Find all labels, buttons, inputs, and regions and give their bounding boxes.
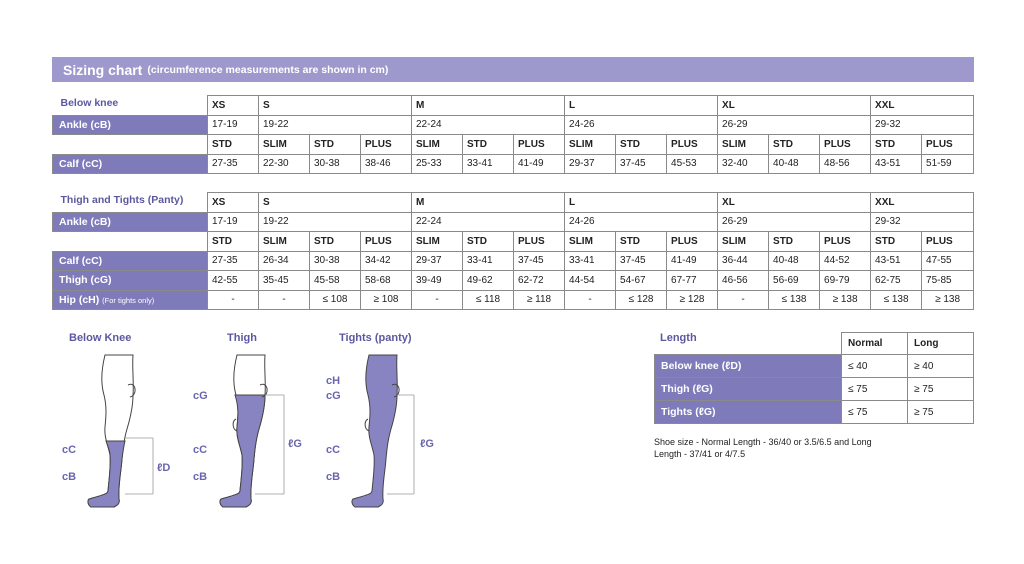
length-row-label: Below knee (ℓD) xyxy=(655,355,842,378)
ankle-cell: 29-32 xyxy=(871,212,974,232)
value-cell: 30-38 xyxy=(310,154,361,174)
size-header: M xyxy=(412,96,565,116)
value-cell: PLUS xyxy=(922,135,974,155)
size-header: XS xyxy=(208,96,259,116)
value-cell: 29-37 xyxy=(565,154,616,174)
size-header: L xyxy=(565,96,718,116)
value-cell: 67-77 xyxy=(667,271,718,291)
tights-fill xyxy=(352,355,397,507)
value-cell: 45-58 xyxy=(310,271,361,291)
value-cell: - xyxy=(208,290,259,310)
value-cell: - xyxy=(718,290,769,310)
value-cell: PLUS xyxy=(514,135,565,155)
ankle-cell: 19-22 xyxy=(259,212,412,232)
ankle-cell: 22-24 xyxy=(412,115,565,135)
ankle-cell: 19-22 xyxy=(259,115,412,135)
value-cell: SLIM xyxy=(565,232,616,252)
label-cH: cH xyxy=(326,375,341,387)
value-cell: 35-45 xyxy=(259,271,310,291)
hip-label-text: Hip (cH) xyxy=(59,293,100,306)
size-header: XL xyxy=(718,96,871,116)
label-cC: cC xyxy=(326,444,341,456)
value-cell: 33-41 xyxy=(565,251,616,271)
stocking-fill xyxy=(220,395,265,507)
value-cell: STD xyxy=(310,232,361,252)
value-cell: SLIM xyxy=(718,232,769,252)
value-cell: 54-67 xyxy=(616,271,667,291)
value-cell: ≥ 118 xyxy=(514,290,565,310)
value-cell: ≥ 138 xyxy=(820,290,871,310)
value-cell: PLUS xyxy=(820,232,871,252)
label-lD: ℓD xyxy=(157,462,171,474)
value-cell: 27-35 xyxy=(208,251,259,271)
ankle-cell: 29-32 xyxy=(871,115,974,135)
value-cell: 39-49 xyxy=(412,271,463,291)
value-cell: ≤ 118 xyxy=(463,290,514,310)
value-cell: 47-55 xyxy=(922,251,974,271)
ankle-cell: 17-19 xyxy=(208,212,259,232)
length-title: Length xyxy=(660,332,697,344)
size-header: XL xyxy=(718,193,871,213)
length-row-label: Tights (ℓG) xyxy=(655,401,842,424)
label-cG: cG xyxy=(193,390,208,402)
value-cell: 43-51 xyxy=(871,154,922,174)
value-cell: STD xyxy=(769,232,820,252)
value-cell: SLIM xyxy=(412,232,463,252)
ankle-cell: 24-26 xyxy=(565,115,718,135)
value-cell: 43-51 xyxy=(871,251,922,271)
value-cell: 29-37 xyxy=(412,251,463,271)
label-cB: cB xyxy=(326,471,341,483)
label-cB: cB xyxy=(193,471,208,483)
hip-note: (For tights only) xyxy=(102,295,155,305)
length-col-normal: Normal xyxy=(842,333,908,355)
value-cell: ≤ 138 xyxy=(871,290,922,310)
value-cell: 37-45 xyxy=(514,251,565,271)
below-knee-leg-figure xyxy=(88,355,135,507)
value-cell: ≤ 108 xyxy=(310,290,361,310)
ankle-cell: 17-19 xyxy=(208,115,259,135)
value-cell: 49-62 xyxy=(463,271,514,291)
length-long-cell: ≥ 75 xyxy=(908,401,974,424)
ankle-label: Ankle (cB) xyxy=(53,115,208,135)
value-cell: 38-46 xyxy=(361,154,412,174)
chart-subtitle: (circumference measurements are shown in cm) xyxy=(147,63,389,76)
value-cell: 30-38 xyxy=(310,251,361,271)
value-cell: 37-45 xyxy=(616,154,667,174)
size-header: XXL xyxy=(871,96,974,116)
calf-label: Calf (cC) xyxy=(53,154,208,174)
value-cell: 69-79 xyxy=(820,271,871,291)
value-cell: ≥ 138 xyxy=(922,290,974,310)
value-cell: STD xyxy=(871,232,922,252)
value-cell: PLUS xyxy=(820,135,871,155)
length-normal-cell: ≤ 40 xyxy=(842,355,908,378)
figure-title-tights: Tights (panty) xyxy=(339,332,412,344)
length-normal-cell: ≤ 75 xyxy=(842,378,908,401)
value-cell: SLIM xyxy=(259,232,310,252)
figure-title-thigh: Thigh xyxy=(227,332,257,344)
size-header: S xyxy=(259,193,412,213)
value-cell: SLIM xyxy=(565,135,616,155)
value-cell: STD xyxy=(871,135,922,155)
value-cell: 44-54 xyxy=(565,271,616,291)
calf-label: Calf (cC) xyxy=(53,251,208,271)
size-header: S xyxy=(259,96,412,116)
size-header: L xyxy=(565,193,718,213)
ankle-cell: 26-29 xyxy=(718,115,871,135)
size-header: XS xyxy=(208,193,259,213)
value-cell: 41-49 xyxy=(514,154,565,174)
ankle-cell: 22-24 xyxy=(412,212,565,232)
label-lG: ℓG xyxy=(288,438,302,450)
label-cB: cB xyxy=(62,471,77,483)
value-cell: 25-33 xyxy=(412,154,463,174)
value-cell: PLUS xyxy=(667,135,718,155)
value-cell: 26-34 xyxy=(259,251,310,271)
value-cell: STD xyxy=(310,135,361,155)
value-cell: 62-75 xyxy=(871,271,922,291)
size-header: XXL xyxy=(871,193,974,213)
ankle-cell: 24-26 xyxy=(565,212,718,232)
value-cell: STD xyxy=(208,232,259,252)
value-cell: STD xyxy=(769,135,820,155)
value-cell: STD xyxy=(616,135,667,155)
label-lG: ℓG xyxy=(420,438,434,450)
value-cell: - xyxy=(259,290,310,310)
value-cell: STD xyxy=(208,135,259,155)
size-header: M xyxy=(412,193,565,213)
length-long-cell: ≥ 75 xyxy=(908,378,974,401)
length-normal-cell: ≤ 75 xyxy=(842,401,908,424)
stocking-fill xyxy=(88,441,125,507)
value-cell: PLUS xyxy=(922,232,974,252)
value-cell: - xyxy=(565,290,616,310)
value-cell: ≥ 128 xyxy=(667,290,718,310)
ankle-label: Ankle (cB) xyxy=(53,212,208,232)
value-cell: STD xyxy=(463,232,514,252)
value-cell: 33-41 xyxy=(463,251,514,271)
label-cG: cG xyxy=(326,390,341,402)
value-cell: ≤ 128 xyxy=(616,290,667,310)
value-cell: 42-55 xyxy=(208,271,259,291)
value-cell: 62-72 xyxy=(514,271,565,291)
section-title: Below knee xyxy=(60,96,119,109)
label-cC: cC xyxy=(193,444,208,456)
value-cell: PLUS xyxy=(514,232,565,252)
value-cell: 40-48 xyxy=(769,251,820,271)
value-cell: PLUS xyxy=(361,232,412,252)
chart-title: Sizing chart xyxy=(63,61,143,78)
value-cell: - xyxy=(412,290,463,310)
value-cell: 56-69 xyxy=(769,271,820,291)
value-cell: 75-85 xyxy=(922,271,974,291)
value-cell: 51-59 xyxy=(922,154,974,174)
value-cell: SLIM xyxy=(718,135,769,155)
thigh-label: Thigh (cG) xyxy=(53,271,208,291)
value-cell: 58-68 xyxy=(361,271,412,291)
value-cell: 44-52 xyxy=(820,251,871,271)
value-cell: 41-49 xyxy=(667,251,718,271)
ankle-cell: 26-29 xyxy=(718,212,871,232)
thigh-leg-figure xyxy=(220,355,267,507)
length-row-label: Thigh (ℓG) xyxy=(655,378,842,401)
value-cell: SLIM xyxy=(412,135,463,155)
value-cell: ≤ 138 xyxy=(769,290,820,310)
figure-title-below-knee: Below Knee xyxy=(69,332,132,344)
value-cell: SLIM xyxy=(259,135,310,155)
label-cC: cC xyxy=(62,444,77,456)
value-cell: 22-30 xyxy=(259,154,310,174)
value-cell: 45-53 xyxy=(667,154,718,174)
value-cell: 36-44 xyxy=(718,251,769,271)
shoe-size-note: Shoe size - Normal Length - 36/40 or 3.5/6.5 and Long Length - 37/41 or 4/7.5 xyxy=(654,437,872,459)
value-cell: 33-41 xyxy=(463,154,514,174)
value-cell: PLUS xyxy=(361,135,412,155)
value-cell: PLUS xyxy=(667,232,718,252)
value-cell: 27-35 xyxy=(208,154,259,174)
value-cell: ≥ 108 xyxy=(361,290,412,310)
value-cell: 40-48 xyxy=(769,154,820,174)
section-title: Thigh and Tights (Panty) xyxy=(60,193,184,206)
value-cell: 37-45 xyxy=(616,251,667,271)
value-cell: 46-56 xyxy=(718,271,769,291)
value-cell: 34-42 xyxy=(361,251,412,271)
value-cell: STD xyxy=(616,232,667,252)
length-long-cell: ≥ 40 xyxy=(908,355,974,378)
tights-leg-figure xyxy=(352,355,399,507)
value-cell: 48-56 xyxy=(820,154,871,174)
value-cell: 32-40 xyxy=(718,154,769,174)
value-cell: STD xyxy=(463,135,514,155)
length-col-long: Long xyxy=(908,333,974,355)
